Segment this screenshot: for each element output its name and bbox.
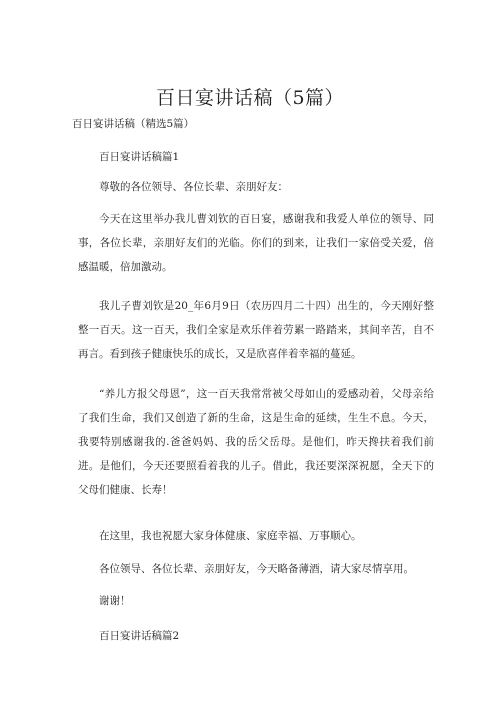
paragraph-2: 我儿子曹刘钦是20_年6月9日（农历四月二十四）出生的，今天刚好整整一百天。这一百天，我们全家是欢乐伴着劳累一路踏来，其间辛苦，自不再言。看到孩子健康快乐的成长，又是欣喜伴着幸福的蔓延。 — [78, 300, 434, 360]
greeting-line: 尊敬的各位领导、各位长辈、亲朋好友： — [99, 181, 288, 193]
paragraph-1: 今天在这里举办我儿曹刘钦的百日宴，感谢我和我爱人单位的领导、同事，各位长辈，亲朋好友们的光临。你们的到来，让我们一家倍受关爱，倍感温暖，倍加激动。 — [78, 213, 434, 273]
section-heading-1: 百日宴讲话稿篇1 — [99, 151, 180, 163]
document-subtitle: 百日宴讲话稿（精选5篇） — [72, 118, 195, 130]
paragraph-5: 各位领导、各位长辈、亲朋好友，今天略备薄酒，请大家尽情享用。 — [99, 563, 414, 575]
thanks-line: 谢谢！ — [99, 595, 131, 607]
paragraph-3: “养儿方报父母恩”，这一百天我常常被父母如山的爱感动着，父母亲给了我们生命，我们又创造了新的生命，这是生命的延续，生生不息。今天，我要特别感谢我的.爸爸妈妈、我的岳父岳母。是他们，昨天搀扶着我们前进。是他们，今天还要照看着我的儿子。借此，我还要深深祝愿，全天下的父母们健康、长寿！ — [78, 388, 434, 496]
paragraph-4: 在这里，我也祝愿大家身体健康、家庭幸福、万事顺心。 — [99, 530, 362, 542]
document-title: 百日宴讲话稿（5篇） — [155, 87, 345, 109]
section-heading-2: 百日宴讲话稿篇2 — [99, 630, 180, 642]
